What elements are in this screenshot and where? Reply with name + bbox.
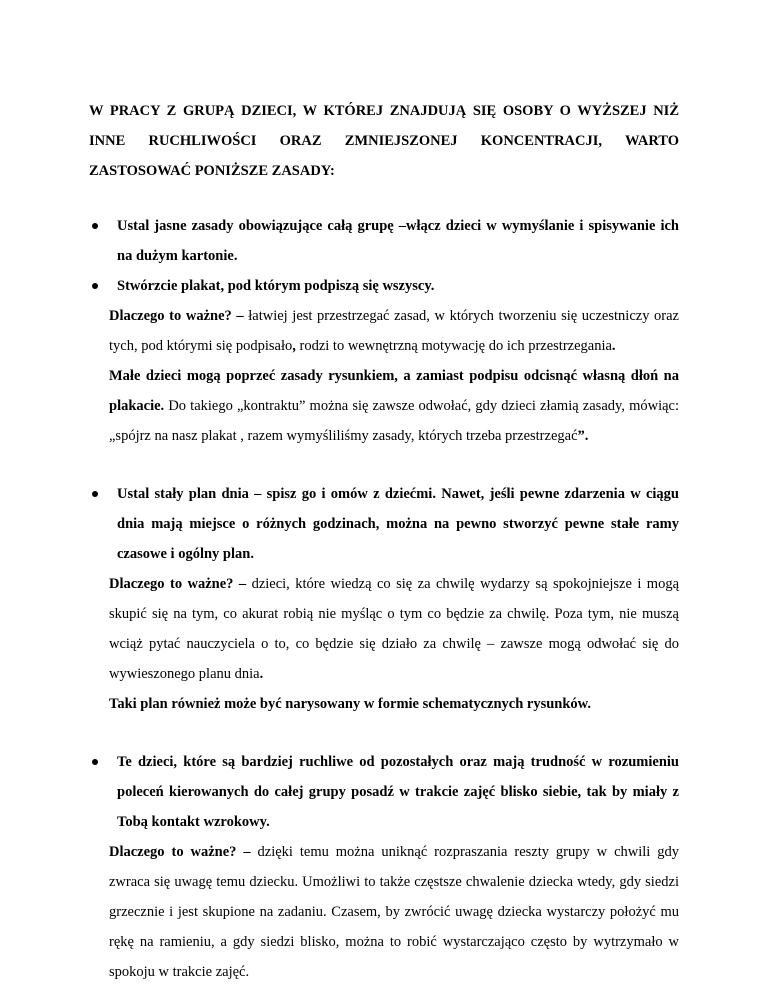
- bullet-icon: [92, 491, 98, 497]
- rules-list: [89, 211, 679, 987]
- rule-text: Te dzieci, które są bardziej ruchliwe od pozostałych oraz mają trudność w rozumieniu poleceń kierowanych do całej grupy posadź w trakcie zajęć blisko siebie, tak by miały z Tobą kontakt wzrokowy.: [117, 754, 679, 830]
- explanation-paragraph: [109, 837, 679, 987]
- why-label: Dlaczego to ważne? –: [109, 576, 247, 592]
- bullet-icon: [92, 759, 98, 765]
- document-page: [89, 96, 679, 987]
- list-item-4: [89, 747, 679, 837]
- why-comma: ,: [292, 338, 296, 354]
- why-text: łatwiej jest przestrzegać zasad, w których tworzeniu się uczestniczy oraz tych, pod którymi się podpisało: [109, 308, 679, 354]
- explanation-paragraph: [109, 569, 679, 689]
- why-period: .: [259, 666, 264, 682]
- why-text: rodzi to wewnętrzną motywację do ich przestrzegania: [295, 338, 612, 354]
- note-end: ”.: [577, 428, 589, 444]
- bullet-icon: [92, 283, 98, 289]
- rule-text: Ustal jasne zasady obowiązujące całą grupę –włącz dzieci w wymyślanie i spisywanie ich na dużym kartonie.: [117, 218, 679, 264]
- list-item-1: [89, 211, 679, 271]
- why-text: dzięki temu można uniknąć rozpraszania reszty grupy w chwili gdy zwraca się uwagę temu dziecku. Umożliwi to także częstsze chwalenie dziecka wtedy, gdy siedzi grzecznie i jest skupione na zadaniu. Czasem, by zwrócić uwagę dziecka wystarczy położyć mu rękę na ramieniu, a gdy siedzi blisko, można to robić wystarczająco często by wytrzymało w spokoju w trakcie zajęć.: [109, 844, 679, 980]
- why-text: dzieci, które wiedzą co się za chwilę wydarzy są spokojniejsze i mogą skupić się na tym, co akurat robią nie myśląc o tym co będzie za chwilę. Poza tym, nie muszą wciąż pytać nauczyciela o to, co będzie się działo za chwilę – zawsze mogą odwołać się do wywieszonego planu dnia: [109, 576, 680, 682]
- why-label: Dlaczego to ważne? –: [109, 308, 244, 324]
- why-label: Dlaczego to ważne? –: [109, 844, 251, 860]
- why-period: .: [611, 338, 616, 354]
- note-paragraph: [109, 361, 679, 451]
- note-text: Do takiego „kontraktu” można się zawsze odwołać, gdy dzieci złamią zasady, mówiąc: „spójrz na nasz plakat , razem wymyśliliśmy zasady, których trzeba przestrzegać: [109, 398, 679, 444]
- rule-text: Stwórzcie plakat, pod którym podpiszą się wszyscy.: [117, 278, 435, 294]
- note-paragraph: Taki plan również może być narysowany w formie schematycznych rysunków.: [109, 696, 591, 712]
- rule-text: Ustal stały plan dnia – spisz go i omów z dziećmi. Nawet, jeśli pewne zdarzenia w ciągu dnia mają miejsce o różnych godzinach, można na pewno stworzyć pewne stałe ramy czasowe i ogólny plan.: [117, 486, 679, 562]
- document-title: W PRACY Z GRUPĄ DZIECI, W KTÓREJ ZNAJDUJĄ SIĘ OSOBY O WYŻSZEJ NIŻ INNE RUCHLIWOŚCI ORAZ ZMNIEJSZONEJ KONCENTRACJI, WARTO ZASTOSOWAĆ PONIŻSZE ZASADY:: [89, 103, 679, 179]
- bullet-icon: [92, 223, 98, 229]
- list-item-2: [89, 271, 679, 301]
- note-bold: Małe dzieci mogą poprzeć zasady rysunkiem, a zamiast podpisu odcisnąć własną dłoń na plakacie.: [109, 368, 679, 414]
- list-item-3: [89, 479, 679, 569]
- explanation-paragraph: [109, 301, 679, 361]
